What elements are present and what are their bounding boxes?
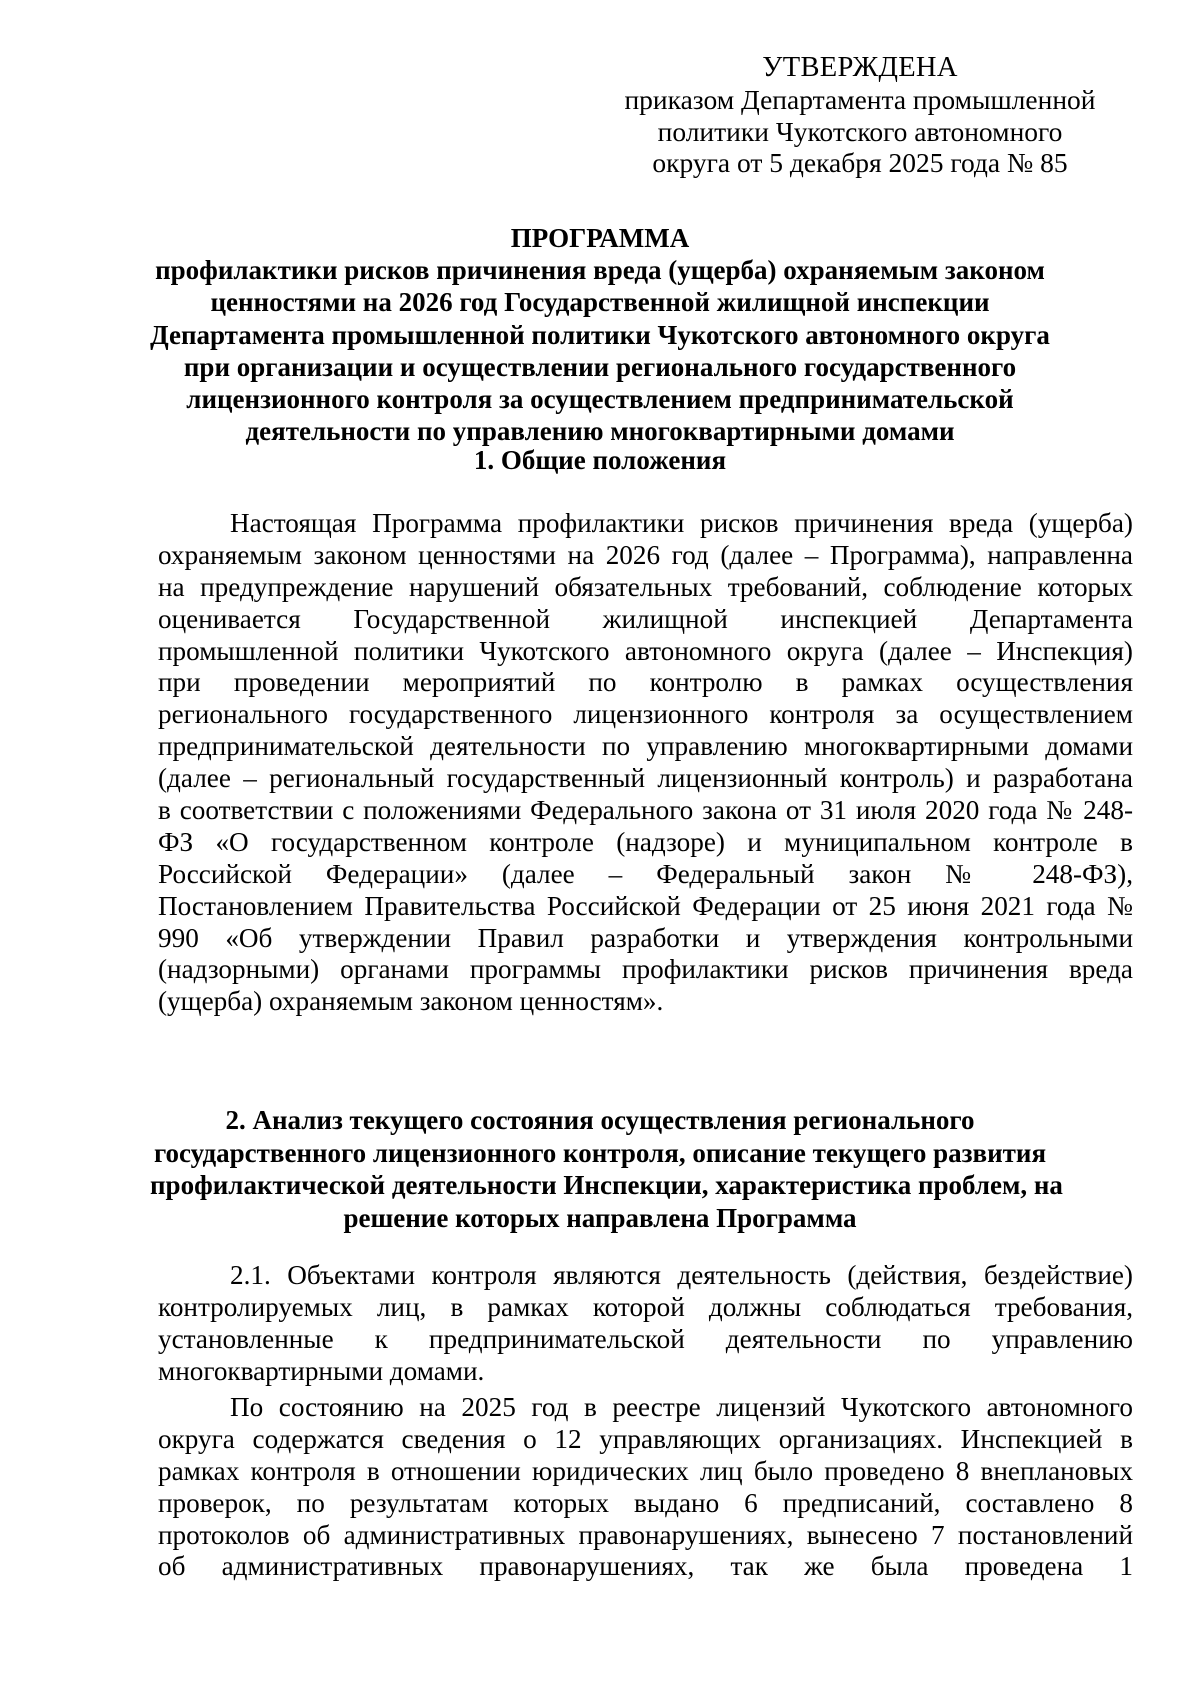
program-heading: ПРОГРАММА	[510, 223, 690, 253]
paragraph-line: промышленной политики Чукотского автономного округа (далее – Инспекция)	[158, 635, 1133, 666]
approval-line: политики Чукотского автономного	[657, 115, 1063, 147]
paragraph-line: об административных правонарушениях, так же была проведена 1	[158, 1551, 1133, 1582]
approval-line: приказом Департамента промышленной	[624, 83, 1096, 115]
approval-heading: УТВЕРЖДЕНА	[762, 52, 958, 83]
paragraph-line: на предупреждение нарушений обязательных требований, соблюдение которых	[158, 571, 1133, 602]
paragraph-line: рамках контроля в отношении юридических лиц было проведено 8 внеплановых	[158, 1455, 1133, 1486]
section-2-title-line: государственного лицензионного контроля, описание текущего развития	[153, 1137, 1047, 1168]
section-2-title-line: профилактической деятельности Инспекции, характеристика проблем, на	[150, 1170, 1063, 1200]
paragraph-line: регионального государственного лицензионного контроля за осуществлением	[158, 699, 1133, 730]
paragraph-line: Российской Федерации» (далее – Федеральный закон № 248-ФЗ),	[158, 858, 1133, 889]
paragraph-line: многоквартирными домами.	[158, 1355, 485, 1386]
paragraph-line: (надзорными) органами программы профилактики рисков причинения вреда	[158, 954, 1133, 985]
paragraph-line: ФЗ «О государственном контроле (надзоре) и муниципальном контроле в	[158, 826, 1133, 857]
paragraph-line: при проведении мероприятий по контролю в рамках осуществления	[158, 667, 1133, 698]
paragraph-line: Настоящая Программа профилактики рисков причинения вреда (ущерба)	[230, 508, 1133, 538]
paragraph-line: По состоянию на 2025 год в реестре лицензий Чукотского автономного	[230, 1392, 1133, 1422]
paragraph-line: предпринимательской деятельности по управлению многоквартирными домами	[158, 731, 1133, 762]
paragraph-line: (ущерба) охраняемым законом ценностям».	[158, 986, 664, 1017]
paragraph-line: Постановлением Правительства Российской Федерации от 25 июня 2021 года №	[158, 890, 1133, 921]
paragraph-line: 990 «Об утверждении Правил разработки и утверждения контрольными	[158, 922, 1133, 953]
program-title-line: профилактики рисков причинения вреда (ущерба) охраняемым законом	[155, 255, 1045, 286]
approval-block	[600, 52, 1120, 179]
paragraph-line: оценивается Государственной жилищной инспекцией Департамента	[158, 603, 1133, 634]
section-2-paragraph-1	[158, 1260, 1133, 1388]
paragraph-line: проверок, по результатам которых выдано 6 предписаний, составлено 8	[158, 1487, 1133, 1518]
program-title-line: ценностями на 2026 год Государственной жилищной инспекции	[210, 287, 990, 318]
program-title-line: деятельности по управлению многоквартирными домами	[245, 416, 955, 447]
approval-line: округа от 5 декабря 2025 года № 85	[652, 147, 1068, 179]
section-1-paragraph	[158, 508, 1133, 1018]
section-1-title: 1. Общие положения	[473, 445, 727, 475]
paragraph-line: (далее – региональный государственный лицензионный контроль) и разработана	[158, 763, 1133, 794]
paragraph-line: протоколов об административных правонарушениях, вынесено 7 постановлений	[158, 1519, 1133, 1550]
section-2-paragraph-2	[158, 1392, 1133, 1583]
paragraph-line: 2.1. Объектами контроля являются деятельность (действия, бездействие)	[230, 1260, 1133, 1290]
section-2-heading	[150, 1104, 1063, 1234]
section-1-heading	[150, 444, 1050, 477]
section-2-title-line: 2. Анализ текущего состояния осуществления регионального	[225, 1105, 975, 1135]
paragraph-line: контролируемых лиц, в рамках которой должны соблюдаться требования,	[158, 1291, 1133, 1322]
paragraph-line: в соответствии с положениями Федерального закона от 31 июля 2020 года № 248-	[158, 795, 1133, 826]
paragraph-line: округа содержатся сведения о 12 управляющих организациях. Инспекцией в	[158, 1423, 1133, 1454]
program-title-line: лицензионного контроля за осуществлением предпринимательской	[186, 384, 1014, 415]
program-title	[150, 222, 1050, 447]
paragraph-line: охраняемым законом ценностями на 2026 год (далее – Программа), направленна	[158, 539, 1133, 570]
paragraph-line: установленные к предпринимательской деятельности по управлению	[158, 1323, 1133, 1354]
program-title-line: Департамента промышленной политики Чукотского автономного округа	[150, 319, 1050, 350]
section-2-title-line: решение которых направлена Программа	[343, 1202, 857, 1233]
program-title-line: при организации и осуществлении регионального государственного	[183, 351, 1017, 382]
